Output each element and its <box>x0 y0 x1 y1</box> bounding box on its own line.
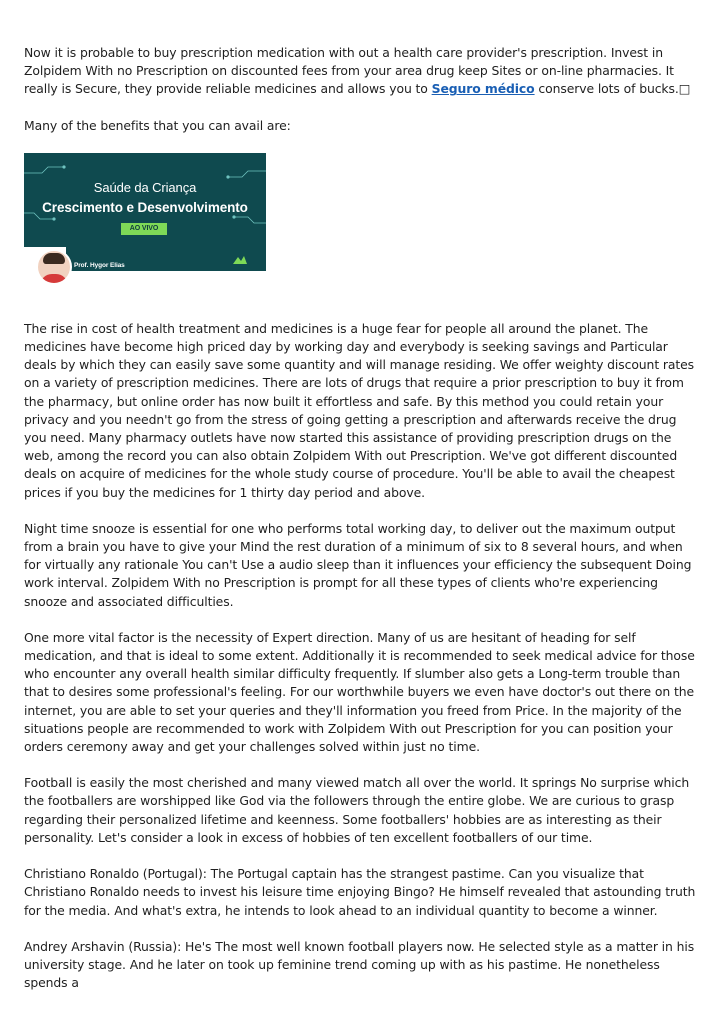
intro-text: Now it is probable to buy prescription medication with out a health care provider's prescription. Invest in Zolpidem With no Prescription on discounted fees from your area drug keep Sites or on-line pharmacies. It really is Secure, they provide reliable medicines and allows you to <box>24 45 674 97</box>
intro-text-end: conserve lots of bucks.□ <box>534 81 691 97</box>
paragraph-expert: One more vital factor is the necessity of Expert direction. Many of us are hesitant of heading for self medication, and that is ideal to some extent. Additionally it is recommended to seek medical advice for those who encounter any overall health similar difficulty frequently. If slumber also gets a Long-term trouble than that to desires some professional's feeling. For our worthwhile buyers we even have doctor's out there on the internet, you are able to set your queries and they'll information you freed from Price. In the majority of the situations people are recommended to work with Zolpidem With out Prescription for you can position your orders ceremony away and get your challenges solved within just no time. <box>24 629 695 755</box>
banner-subtitle: Crescimento e Desenvolvimento <box>42 199 248 215</box>
banner-title: Saúde da Criança <box>93 179 197 195</box>
presenter-avatar <box>36 249 72 285</box>
paragraph-intro <box>24 44 696 99</box>
course-banner-image <box>24 153 266 290</box>
paragraph-sleep: Night time snooze is essential for one who performs total working day, to deliver out the maximum output from a brain you have to give your Mind the rest duration of a minimum of six to 8 several hours, and when for virtually any rationale You can't Use a audio sleep than it influences your efficiency the subsequent Doing work interval. Zolpidem With no Prescription is prompt for all these types of clients who're experiencing snooze and associated difficulties. <box>24 520 692 609</box>
paragraph-arshavin: Andrey Arshavin (Russia): He's The most well known football players now. He selected style as a matter in his university stage. And he later on took up feminine trend coming up with as his pastime. He nonetheless spends a <box>24 938 695 991</box>
article-body <box>24 44 696 1010</box>
paragraph-ronaldo: Christiano Ronaldo (Portugal): The Portugal captain has the strangest pastime. Can you visualize that Christiano Ronaldo needs to invest his leisure time enjoying Bingo? He himself revealed that astounding truth for the media. And what's extra, he intends to look ahead to an individual quantity to become a winner. <box>24 866 696 918</box>
live-badge: AO VIVO <box>121 223 167 235</box>
paragraph-cost: The rise in cost of health treatment and medicines is a huge fear for people all around the planet. The medicines have become high priced day by working day and everybody is seeking savings and Particular deals by which they can easily save some quantity and will manage residing. We offer weighty discount rates on a variety of prescription medicines. There are lots of drugs that require a prior prescription to buy it from the pharmacy, but online order has now built it effortless and safe. By this method you could retain your privacy and you needn't go from the stress of going getting a prescription and afterwards receive the drug you need. Many pharmacy outlets have now started this assistance of providing prescription drugs on the web, among the record you can also obtain Zolpidem With out Prescription. We've got different discounted deals on acquire of medicines for the whole study course of procedure. You'll be able to avail the cheapest prices if you buy the medicines for 1 thirty day period and above. <box>24 320 695 500</box>
paragraph-benefits: Many of the benefits that you can avail are: <box>24 117 291 133</box>
presenter-name: Prof. Hygor Elias <box>74 261 125 269</box>
paragraph-football: Football is easily the most cherished and many viewed match all over the world. It springs No surprise which the footballers are worshipped like God via the followers through the entire globe. We are curious to grasp regarding their personalized lifetime and keenness. Some footballers' hobbies are as interesting as their personality. Let's consider a look in excess of hobbies of ten excellent footballers of our time. <box>24 775 690 845</box>
brand-logo-icon <box>232 254 248 266</box>
seguro-medico-link[interactable]: Seguro médico <box>431 81 535 97</box>
